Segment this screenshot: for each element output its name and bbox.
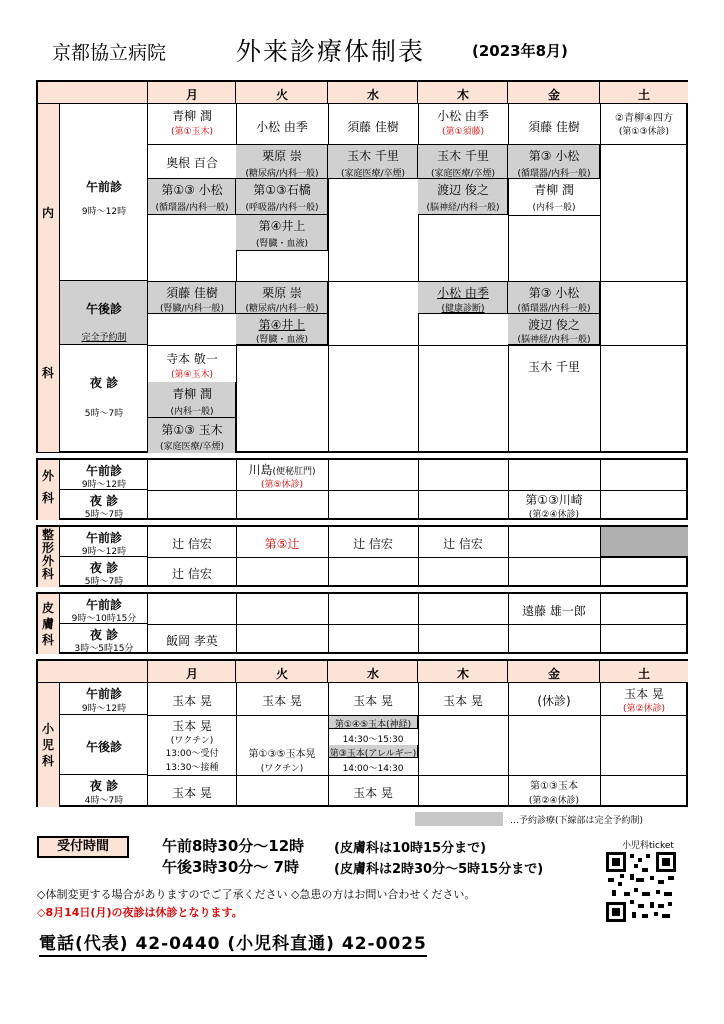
- shoni-am-thu: 玉本 晃: [443, 694, 483, 708]
- seikei-am-mon: 辻 信宏: [172, 537, 212, 551]
- am-tue-3: 第①③石橋: [253, 183, 311, 197]
- am-mon-1-note: (第①玉木): [170, 127, 214, 137]
- shoni-am-tue: 玉本 晃: [262, 694, 302, 708]
- pm-tue-2-note: (腎臓・血液): [255, 335, 309, 345]
- am-tue-4-note: (腎臓・血液): [255, 239, 309, 249]
- naika-ev-label: 夜 診: [89, 376, 119, 390]
- naika-am-time: 9時～12時: [81, 207, 127, 217]
- seikei-dept-4: 科: [42, 567, 55, 581]
- shoni-ev-time: 4時～7時: [84, 796, 124, 806]
- day-sat: 土: [637, 88, 651, 102]
- qr-label: 小児科ticket: [622, 841, 674, 851]
- seikei-am-thu: 辻 信宏: [443, 537, 483, 551]
- am-wed-2-note: (家庭医療/卒煙): [340, 169, 406, 179]
- am-thu-1-note: (第①須藤): [441, 127, 485, 137]
- seikei-table: [36, 525, 688, 587]
- am-wed-1: 須藤 佳樹: [347, 120, 399, 134]
- pm-fri-2-note: (脳神経/内科一般): [517, 335, 591, 345]
- pm-thu: 小松 由季: [437, 286, 489, 300]
- hifu-am-time: 9時～10時15分: [71, 614, 137, 624]
- am-tue-1: 小松 由季: [256, 120, 308, 134]
- am-tue-2-note: (糖尿病/内科一般): [245, 169, 319, 179]
- reception-label: 受付時間: [37, 836, 129, 858]
- pm-mon: 須藤 佳樹: [166, 286, 218, 300]
- am-wed-2: 玉木 千里: [347, 149, 399, 163]
- pm-tue-2: 第④井上: [258, 318, 306, 332]
- reception-am-note: (皮膚科は10時15分まで): [334, 841, 487, 856]
- day-mon: 月: [185, 88, 199, 102]
- geka-ev-fri-note: (第②④休診): [528, 510, 580, 520]
- hifu-dept-3: 科: [42, 633, 55, 647]
- shoni-dept-3: 科: [42, 754, 55, 768]
- legend-text: …予約診療(下線部は完全予約制): [510, 816, 644, 826]
- geka-dept-1: 外: [42, 469, 55, 483]
- phone-numbers: 電話(代表) 42-0440 (小児科直通) 42-0025: [39, 929, 427, 957]
- shoni-day-fri: 金: [547, 667, 561, 681]
- ev-fri: 玉木 千里: [528, 360, 580, 374]
- naika-am-label: 午前診: [85, 180, 123, 194]
- am-tue-4: 第④井上: [258, 219, 306, 233]
- shoni-pm-wed-2: 14:30～15:30: [342, 735, 404, 745]
- shoni-am-sat: 玉本 晃: [624, 687, 664, 701]
- ev-mon-3: 第①③ 玉木: [161, 423, 223, 437]
- hifu-am-fri: 遠藤 雄一郎: [522, 604, 586, 618]
- pm-fri-2: 渡辺 俊之: [528, 318, 580, 332]
- am-fri-2: 第③ 小松: [528, 149, 580, 163]
- shoni-day-sat: 土: [637, 667, 651, 681]
- am-tue-2: 栗原 崇: [262, 149, 302, 163]
- seikei-am-label: 午前診: [85, 531, 123, 545]
- am-mon-3-note: (循環器/内科一般): [155, 203, 229, 213]
- am-fri-3-note: (内科一般): [532, 203, 576, 213]
- hifu-table: [36, 592, 688, 654]
- am-mon-2: 奥根 百合: [166, 156, 218, 170]
- shoni-day-mon: 月: [185, 667, 199, 681]
- seikei-am-tue: 第⑤辻: [264, 537, 300, 551]
- shoni-pm-wed-4: 14:00～14:30: [342, 764, 404, 774]
- shoni-am-label: 午前診: [85, 687, 123, 701]
- geka-ev-time: 5時～7時: [84, 510, 124, 520]
- geka-ev-fri: 第①③川崎: [525, 493, 583, 507]
- pm-mon-note: (腎臓/内科一般): [159, 304, 225, 314]
- legend-swatch: [415, 812, 503, 826]
- hifu-dept-2: 膚: [42, 617, 55, 631]
- seikei-dept-2: 形: [42, 541, 55, 555]
- hifu-am-label: 午前診: [85, 598, 123, 612]
- am-thu-2-note: (家庭医療/卒煙): [430, 169, 496, 179]
- ev-mon-1-note: (第④玉木): [170, 370, 214, 380]
- shoni-day-thu: 木: [456, 667, 470, 681]
- shoni-table: [36, 659, 688, 807]
- am-fri-2-note: (循環器/内科一般): [517, 169, 591, 179]
- naika-dept-1: 内: [42, 206, 55, 220]
- note-line-1: ◇体制変更する場合がありますのでご了承ください ◇急患の方はお問い合わせください。: [37, 888, 476, 901]
- shoni-pm-tue-1: 第①③⑤玉本晃: [248, 749, 316, 760]
- geka-dept-2: 科: [42, 491, 55, 505]
- seikei-am-time: 9時～12時: [81, 547, 127, 557]
- shoni-pm-wed-3: 第③玉本(アレルギー): [329, 749, 417, 759]
- am-thu-2: 玉木 千里: [437, 149, 489, 163]
- pm-tue-1: 栗原 崇: [262, 286, 302, 300]
- ev-mon-2: 青柳 潤: [172, 387, 212, 401]
- shoni-am-time: 9時～12時: [81, 704, 127, 714]
- shoni-pm-label: 午後診: [85, 740, 123, 754]
- naika-ev-time: 5時～7時: [84, 409, 124, 419]
- geka-tue-note: (第⑤休診): [260, 480, 304, 490]
- shoni-ev-fri: 第①③玉本: [530, 781, 578, 792]
- day-wed: 水: [366, 88, 380, 102]
- note-line-2: ◇8月14日(月)の夜診は休診となります。: [37, 906, 243, 919]
- hifu-ev-label: 夜 診: [89, 628, 119, 642]
- shoni-am-sat-note: (第②休診): [622, 704, 666, 714]
- seikei-am-wed: 辻 信宏: [353, 537, 393, 551]
- geka-am-label: 午前診: [85, 464, 123, 478]
- ev-mon-3-note: (家庭医療/卒煙): [159, 442, 225, 452]
- shoni-am-wed: 玉本 晃: [353, 694, 393, 708]
- pm-tue-1-note: (糖尿病/内科一般): [245, 304, 319, 314]
- shoni-pm-mon-4: 13:30～接種: [165, 763, 219, 773]
- reception-am: 午前8時30分～12時: [162, 837, 305, 855]
- hifu-dept-1: 皮: [42, 601, 55, 615]
- day-fri: 金: [547, 88, 561, 102]
- shoni-pm-wed-1: 第①④⑤玉本(神経): [334, 720, 412, 730]
- geka-am-time: 9時～12時: [81, 480, 127, 490]
- am-fri-3: 青柳 潤: [534, 183, 574, 197]
- shoni-pm-tue-2: (ワクチン): [260, 764, 304, 774]
- am-sat-1: ②青柳④四方: [615, 113, 673, 124]
- ev-mon-2-note: (内科一般): [170, 407, 214, 417]
- am-mon-1: 青柳 潤: [172, 109, 212, 123]
- naika-pm-label: 午後診: [85, 302, 123, 316]
- ev-mon-1: 寺本 敬一: [166, 352, 218, 366]
- naika-dept-2: 科: [42, 366, 55, 380]
- am-thu-1: 小松 由季: [437, 109, 489, 123]
- pm-fri-1-note: (循環器/内科一般): [517, 304, 591, 314]
- am-sat-1-note: (第①③休診): [618, 127, 670, 137]
- pm-fri-1: 第③ 小松: [528, 286, 580, 300]
- shoni-day-wed: 水: [366, 667, 380, 681]
- geka-tue-spec: (便秘肛門): [272, 467, 316, 477]
- seikei-ev-mon: 辻 信宏: [172, 567, 212, 581]
- reception-pm-note: (皮膚科は2時30分～5時15分まで): [334, 862, 544, 877]
- shoni-pm-mon-3: 13:00～受付: [165, 749, 219, 759]
- shoni-ev-wed: 玉本 晃: [353, 786, 393, 800]
- shoni-pm-mon-1: 玉本 晃: [172, 719, 212, 733]
- am-thu-3: 渡辺 俊之: [437, 183, 489, 197]
- seikei-dept-3: 外: [42, 554, 55, 568]
- shoni-dept-1: 小: [42, 722, 55, 736]
- seikei-ev-time: 5時～7時: [84, 577, 124, 587]
- qr-code[interactable]: [606, 852, 676, 922]
- shoni-ev-label: 夜 診: [89, 779, 119, 793]
- hifu-ev-mon: 飯岡 孝英: [166, 634, 218, 648]
- am-fri-1: 須藤 佳樹: [528, 120, 580, 134]
- seikei-ev-label: 夜 診: [89, 561, 119, 575]
- reception-pm: 午後3時30分～ 7時: [162, 858, 299, 876]
- naika-pm-note: 完全予約制: [81, 333, 127, 343]
- page-title: 外来診療体制表: [236, 37, 426, 66]
- am-tue-3-note: (呼吸器/内科一般): [245, 203, 319, 213]
- pm-thu-note: (健康診断): [441, 304, 485, 314]
- day-tue: 火: [275, 88, 289, 102]
- hospital-name: 京都協立病院: [52, 42, 167, 64]
- shoni-am-mon: 玉本 晃: [172, 694, 212, 708]
- am-thu-3-note: (脳神経/内科一般): [426, 203, 500, 213]
- day-thu: 木: [456, 88, 470, 102]
- shoni-am-fri: (休診): [537, 694, 571, 708]
- shoni-pm-mon-2: (ワクチン): [170, 736, 214, 746]
- hifu-ev-time: 3時～5時15分: [74, 644, 134, 654]
- shoni-ev-mon: 玉本 晃: [172, 786, 212, 800]
- shoni-day-tue: 火: [275, 667, 289, 681]
- shoni-dept-2: 児: [42, 738, 55, 752]
- page-date: (2023年8月): [472, 42, 568, 60]
- naika-table: [36, 80, 688, 453]
- seikei-dept-1: 整: [42, 528, 55, 542]
- am-mon-3: 第①③ 小松: [161, 183, 223, 197]
- geka-ev-label: 夜 診: [89, 494, 119, 508]
- shoni-ev-fri-note: (第②④休診): [528, 796, 580, 806]
- geka-tue: 川島: [248, 463, 273, 477]
- geka-table: [36, 458, 688, 520]
